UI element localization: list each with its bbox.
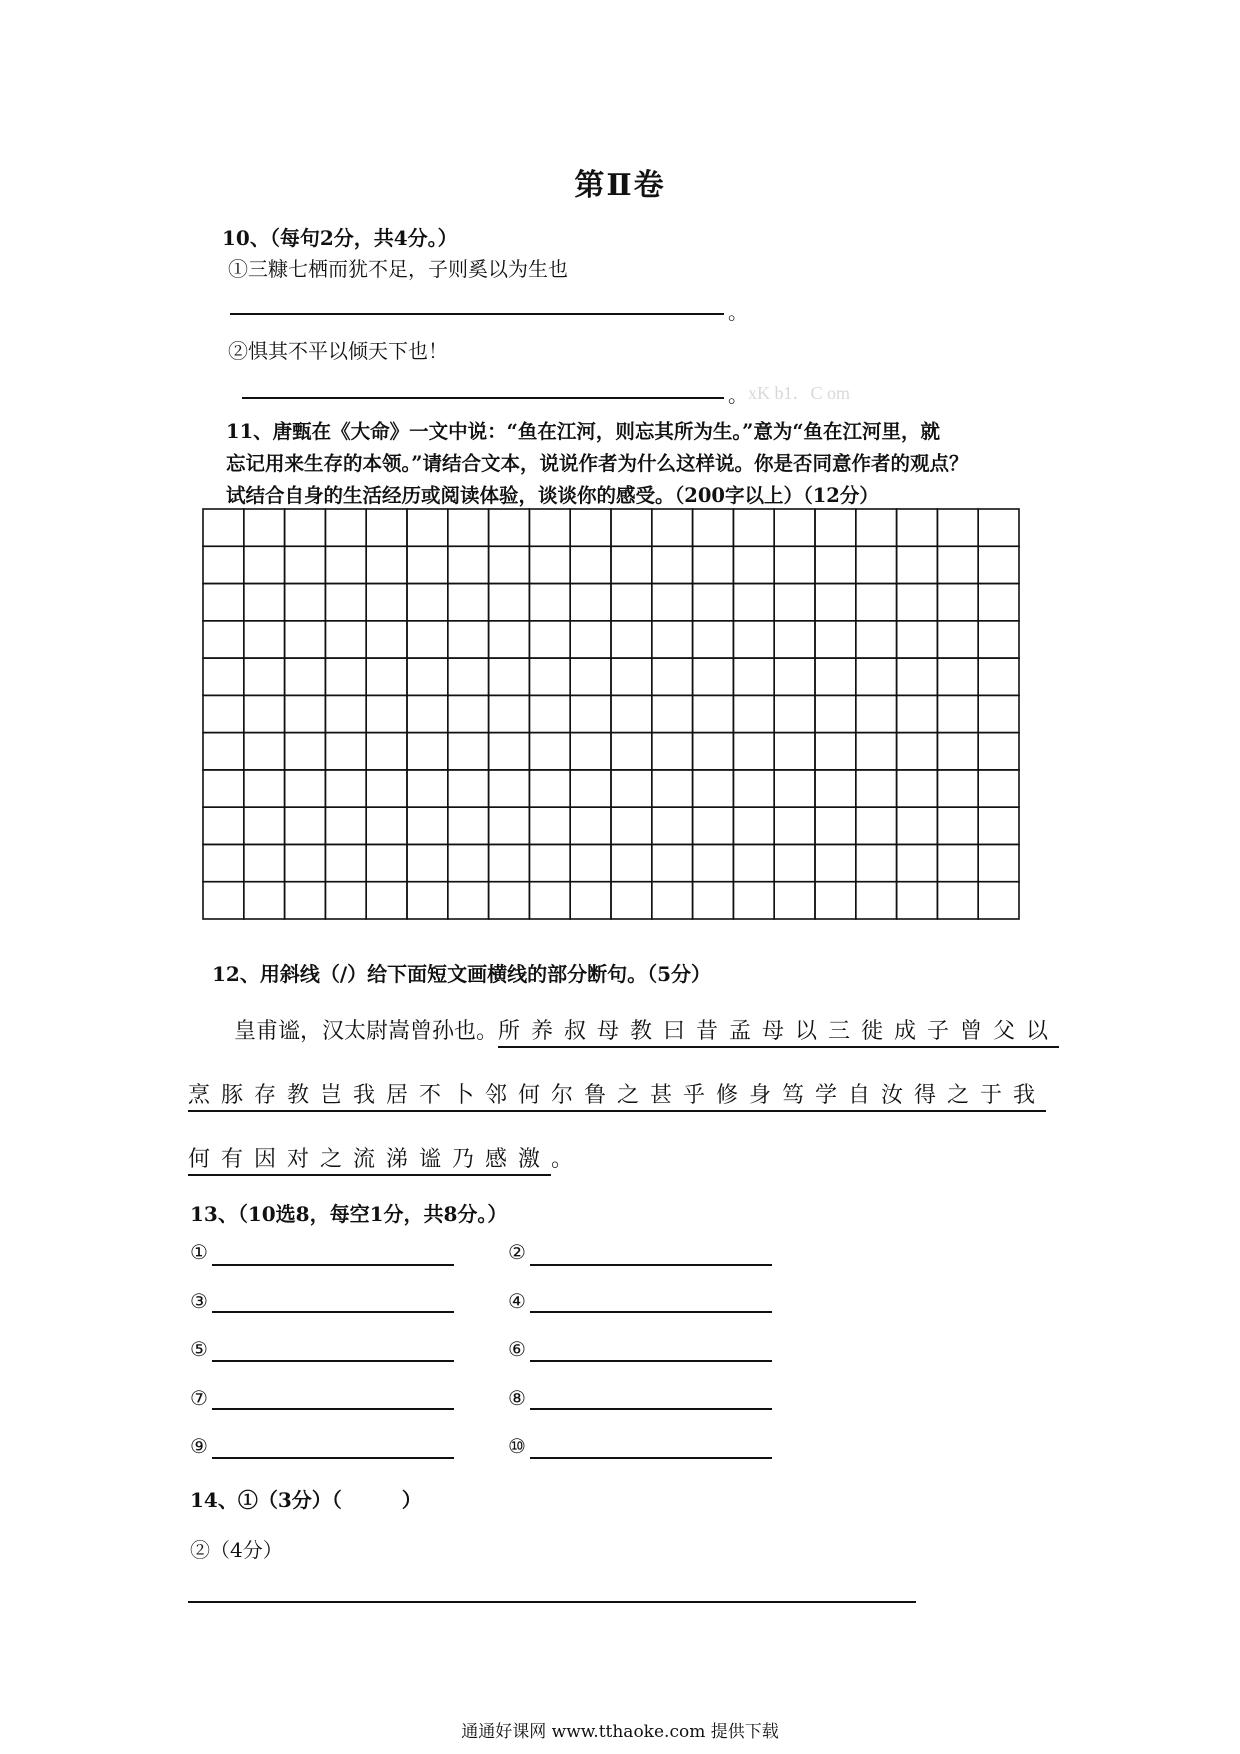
grid-cell[interactable] [489,844,530,881]
q13-header: 13、（10选8，每空1分，共8分。） [190,1202,508,1226]
q13-blank-label-8: ⑧ [508,1386,526,1410]
grid-cell[interactable] [693,882,734,919]
grid-cell[interactable] [203,844,244,881]
grid-cell[interactable] [203,621,244,658]
grid-cell[interactable] [611,658,652,695]
grid-cell[interactable] [733,509,774,546]
grid-cell[interactable] [407,546,448,583]
grid-cell[interactable] [937,882,978,919]
grid-cell[interactable] [570,770,611,807]
grid-cell[interactable] [815,733,856,770]
grid-cell[interactable] [937,807,978,844]
grid-cell[interactable] [570,621,611,658]
grid-cell[interactable] [652,844,693,881]
q12-passage-line-3 [188,1142,584,1173]
grid-cell[interactable] [244,509,285,546]
grid-cell[interactable] [570,509,611,546]
grid-cell[interactable] [774,658,815,695]
grid-cell[interactable] [815,658,856,695]
page-footer: 通通好课网 www.tthaoke.com 提供下载 [461,1722,779,1742]
grid-cell[interactable] [774,695,815,732]
grid-cell[interactable] [937,844,978,881]
grid-cell[interactable] [815,584,856,621]
grid-cell[interactable] [489,695,530,732]
grid-cell[interactable] [407,770,448,807]
q14-answer-line[interactable] [188,1601,916,1603]
grid-cell[interactable] [815,695,856,732]
grid-cell[interactable] [407,509,448,546]
grid-cell[interactable] [448,807,489,844]
grid-cell[interactable] [366,584,407,621]
grid-cell[interactable] [244,658,285,695]
grid-cell[interactable] [325,621,366,658]
grid-cell[interactable] [448,882,489,919]
grid-cell[interactable] [856,695,897,732]
grid-cell[interactable] [611,733,652,770]
grid-cell[interactable] [203,882,244,919]
grid-cell[interactable] [774,509,815,546]
grid-cell[interactable] [693,695,734,732]
grid-cell[interactable] [856,509,897,546]
grid-cell[interactable] [733,584,774,621]
grid-cell[interactable] [448,733,489,770]
grid-cell[interactable] [774,882,815,919]
grid-cell[interactable] [285,807,326,844]
grid-cell[interactable] [733,844,774,881]
q13-blank-label-2: ② [508,1240,526,1264]
grid-cell[interactable] [693,509,734,546]
grid-cell[interactable] [652,658,693,695]
grid-cell[interactable] [856,844,897,881]
grid-cell[interactable] [407,807,448,844]
grid-cell[interactable] [244,584,285,621]
grid-cell[interactable] [978,882,1019,919]
grid-cell[interactable] [570,584,611,621]
grid-cell[interactable] [897,546,938,583]
q11-prompt-line-2: 忘记用来生存的本领。”请结合文本，说说作者为什么这样说。你是否同意作者的观点？ [226,452,969,475]
grid-cell[interactable] [611,807,652,844]
grid-cell[interactable] [652,546,693,583]
grid-cell[interactable] [611,844,652,881]
grid-cell[interactable] [529,509,570,546]
q13-blank-label-9: ⑨ [190,1434,208,1458]
page-title: 第Ⅱ卷 [574,168,666,203]
grid-cell[interactable] [897,882,938,919]
grid-cell[interactable] [244,807,285,844]
grid-cell[interactable] [897,844,938,881]
grid-cell[interactable] [325,546,366,583]
grid-cell[interactable] [856,733,897,770]
grid-cell[interactable] [325,807,366,844]
q13-blank-label-5: ⑤ [190,1337,208,1361]
grid-cell[interactable] [611,509,652,546]
q13-blank-label-1: ① [190,1240,208,1264]
grid-cell[interactable] [285,882,326,919]
grid-cell[interactable] [611,770,652,807]
grid-cell[interactable] [978,584,1019,621]
grid-cell[interactable] [529,658,570,695]
q10-answer-line-1[interactable] [230,313,724,315]
grid-cell[interactable] [529,882,570,919]
grid-cell[interactable] [366,770,407,807]
grid-cell[interactable] [978,509,1019,546]
q12-header: 12、用斜线（/）给下面短文画横线的部分断句。（5分） [212,962,712,986]
grid-cell[interactable] [774,621,815,658]
q11-prompt-line-3: 试结合自身的生活经历或阅读体验，谈谈你的感受。（200字以上）（12分） [226,484,879,507]
grid-cell[interactable] [448,509,489,546]
grid-cell[interactable] [815,844,856,881]
grid-cell[interactable] [203,658,244,695]
q14-part-2: ②（4分） [190,1538,283,1562]
grid-cell[interactable] [244,882,285,919]
grid-cell[interactable] [693,584,734,621]
grid-cell[interactable] [285,546,326,583]
grid-cell[interactable] [285,621,326,658]
grid-cell[interactable] [652,695,693,732]
q12-underlined-segment-2: 烹豚存教岂我居不卜邻何尔鲁之甚乎修身笃学自汝得之于我 [188,1083,1046,1112]
grid-cell[interactable] [489,658,530,695]
grid-cell[interactable] [489,509,530,546]
grid-cell[interactable] [244,770,285,807]
grid-cell[interactable] [937,509,978,546]
grid-cell[interactable] [733,546,774,583]
grid-cell[interactable] [937,546,978,583]
q13-blank-1[interactable] [212,1264,454,1266]
grid-cell[interactable] [733,770,774,807]
grid-cell[interactable] [203,733,244,770]
grid-cell[interactable] [244,844,285,881]
grid-cell[interactable] [897,770,938,807]
grid-cell[interactable] [856,584,897,621]
grid-cell[interactable] [897,658,938,695]
grid-cell[interactable] [570,733,611,770]
grid-cell[interactable] [774,584,815,621]
q13-blank-5[interactable] [212,1360,454,1362]
grid-cell[interactable] [203,584,244,621]
grid-cell[interactable] [611,621,652,658]
grid-cell[interactable] [325,844,366,881]
grid-cell[interactable] [652,621,693,658]
grid-cell[interactable] [489,770,530,807]
grid-cell[interactable] [366,882,407,919]
grid-cell[interactable] [978,546,1019,583]
grid-cell[interactable] [407,882,448,919]
grid-cell[interactable] [856,807,897,844]
grid-cell[interactable] [366,621,407,658]
grid-cell[interactable] [978,807,1019,844]
grid-cell[interactable] [652,882,693,919]
grid-cell[interactable] [570,882,611,919]
grid-cell[interactable] [366,695,407,732]
q13-blank-3[interactable] [212,1311,454,1313]
grid-cell[interactable] [407,658,448,695]
grid-cell[interactable] [448,621,489,658]
grid-cell[interactable] [693,546,734,583]
q10-header: 10、（每句2分，共4分。） [222,226,458,250]
grid-cell[interactable] [733,695,774,732]
grid-cell[interactable] [856,546,897,583]
grid-cell[interactable] [733,807,774,844]
grid-cell[interactable] [244,695,285,732]
grid-cell[interactable] [325,509,366,546]
grid-cell[interactable] [937,770,978,807]
grid-cell[interactable] [407,844,448,881]
grid-cell[interactable] [285,770,326,807]
grid-cell[interactable] [325,695,366,732]
grid-cell[interactable] [978,844,1019,881]
grid-cell[interactable] [570,546,611,583]
grid-cell[interactable] [448,844,489,881]
grid-cell[interactable] [693,733,734,770]
watermark-text: xK b1．C om [748,383,851,403]
q12-underlined-segment-1: 所养叔母教曰昔孟母以三徙成子曾父以 [498,1019,1059,1048]
grid-cell[interactable] [366,658,407,695]
grid-cell[interactable] [733,621,774,658]
grid-cell[interactable] [285,658,326,695]
grid-cell[interactable] [529,695,570,732]
grid-cell[interactable] [529,770,570,807]
q11-writing-grid[interactable] [202,508,1020,920]
grid-cell[interactable] [978,695,1019,732]
grid-cell[interactable] [285,695,326,732]
grid-cell[interactable] [774,733,815,770]
grid-cell[interactable] [978,621,1019,658]
q13-blank-label-6: ⑥ [508,1337,526,1361]
grid-cell[interactable] [407,584,448,621]
grid-cell[interactable] [815,882,856,919]
grid-cell[interactable] [366,733,407,770]
grid-cell[interactable] [937,621,978,658]
grid-cell[interactable] [611,546,652,583]
grid-cell[interactable] [366,509,407,546]
grid-cell[interactable] [407,733,448,770]
grid-cell[interactable] [611,584,652,621]
grid-cell[interactable] [203,695,244,732]
grid-cell[interactable] [652,807,693,844]
grid-cell[interactable] [448,584,489,621]
grid-cell[interactable] [448,695,489,732]
grid-cell[interactable] [203,807,244,844]
grid-cell[interactable] [570,807,611,844]
q13-blank-7[interactable] [212,1408,454,1410]
grid-cell[interactable] [529,621,570,658]
q13-blank-label-4: ④ [508,1289,526,1313]
grid-cell[interactable] [570,695,611,732]
grid-cell[interactable] [733,658,774,695]
grid-cell[interactable] [897,621,938,658]
q13-blank-label-7: ⑦ [190,1386,208,1410]
grid-cell[interactable] [407,695,448,732]
grid-cell[interactable] [652,770,693,807]
grid-cell[interactable] [489,621,530,658]
grid-cell[interactable] [693,621,734,658]
grid-cell[interactable] [652,733,693,770]
grid-cell[interactable] [529,733,570,770]
q14-part-1: 14、①（3分）（ ） [190,1488,422,1512]
grid-cell[interactable] [815,770,856,807]
grid-cell[interactable] [489,807,530,844]
grid-cell[interactable] [937,733,978,770]
grid-cell[interactable] [774,844,815,881]
grid-cell[interactable] [489,584,530,621]
grid-cell[interactable] [570,658,611,695]
grid-cell[interactable] [529,844,570,881]
grid-cell[interactable] [203,770,244,807]
grid-cell[interactable] [448,770,489,807]
q11-prompt-line-1: 11、唐甄在《大命》一文中说：“鱼在江河，则忘其所为生。”意为“鱼在江河里，就 [226,420,941,443]
grid-cell[interactable] [448,658,489,695]
grid-cell[interactable] [285,509,326,546]
q12-passage-end: 。 [551,1147,585,1172]
grid-cell[interactable] [529,584,570,621]
grid-cell[interactable] [407,621,448,658]
q12-underlined-segment-3: 何有因对之流涕谧乃感激 [188,1147,551,1176]
grid-cell[interactable] [285,733,326,770]
grid-cell[interactable] [856,770,897,807]
q12-passage-line-1 [234,1014,1059,1045]
q13-blank-10[interactable] [530,1457,772,1459]
grid-cell[interactable] [897,695,938,732]
grid-cell[interactable] [570,844,611,881]
grid-cell[interactable] [856,882,897,919]
grid-cell[interactable] [244,621,285,658]
q10-sentence-1: ①三糠七栖而犹不足，子则奚以为生也 [228,257,568,281]
q10-sentence-2: ②惧其不平以倾天下也！ [228,339,448,363]
grid-cell[interactable] [978,770,1019,807]
grid-cell[interactable] [489,882,530,919]
grid-cell[interactable] [652,584,693,621]
grid-cell[interactable] [244,546,285,583]
grid-cell[interactable] [815,807,856,844]
q10-answer-line-2[interactable] [242,397,724,399]
q13-blank-6[interactable] [530,1360,772,1362]
grid-cell[interactable] [652,509,693,546]
grid-cell[interactable] [366,546,407,583]
grid-cell[interactable] [325,733,366,770]
grid-cell[interactable] [693,770,734,807]
q12-passage-intro: 皇甫谧，汉太尉嵩曾孙也。 [234,1019,499,1044]
grid-cell[interactable] [978,658,1019,695]
grid-cell[interactable] [815,509,856,546]
grid-cell[interactable] [325,658,366,695]
grid-cell[interactable] [774,546,815,583]
grid-cell[interactable] [366,807,407,844]
grid-cell[interactable] [897,733,938,770]
grid-cell[interactable] [448,546,489,583]
grid-cell[interactable] [856,658,897,695]
q13-blank-4[interactable] [530,1311,772,1313]
q13-blank-8[interactable] [530,1408,772,1410]
grid-cell[interactable] [856,621,897,658]
grid-cell[interactable] [897,509,938,546]
grid-cell[interactable] [529,546,570,583]
grid-cell[interactable] [978,733,1019,770]
q12-passage-line-2 [188,1078,1046,1109]
grid-cell[interactable] [774,770,815,807]
grid-cell[interactable] [815,546,856,583]
grid-cell[interactable] [733,882,774,919]
grid-cell[interactable] [325,770,366,807]
grid-cell[interactable] [244,733,285,770]
grid-cell[interactable] [203,546,244,583]
grid-cell[interactable] [489,733,530,770]
grid-cell[interactable] [815,621,856,658]
grid-cell[interactable] [489,546,530,583]
q13-blank-label-10: ⑩ [508,1434,526,1458]
grid-cell[interactable] [693,844,734,881]
grid-cell[interactable] [897,807,938,844]
q13-blank-2[interactable] [530,1264,772,1266]
grid-cell[interactable] [285,584,326,621]
grid-cell[interactable] [285,844,326,881]
grid-cell[interactable] [325,584,366,621]
grid-cell[interactable] [937,658,978,695]
q13-blank-9[interactable] [212,1457,454,1459]
grid-cell[interactable] [366,844,407,881]
grid-cell[interactable] [611,882,652,919]
q10-answer-2-end: 。 [728,383,748,407]
q13-blank-label-3: ③ [190,1289,208,1313]
grid-cell[interactable] [529,807,570,844]
grid-cell[interactable] [897,584,938,621]
grid-cell[interactable] [733,733,774,770]
grid-cell[interactable] [693,658,734,695]
q10-answer-1-end: 。 [728,300,748,324]
grid-cell[interactable] [693,807,734,844]
grid-cell[interactable] [325,882,366,919]
grid-cell[interactable] [937,695,978,732]
grid-cell[interactable] [937,584,978,621]
grid-cell[interactable] [774,807,815,844]
grid-cell[interactable] [203,509,244,546]
grid-cell[interactable] [611,695,652,732]
